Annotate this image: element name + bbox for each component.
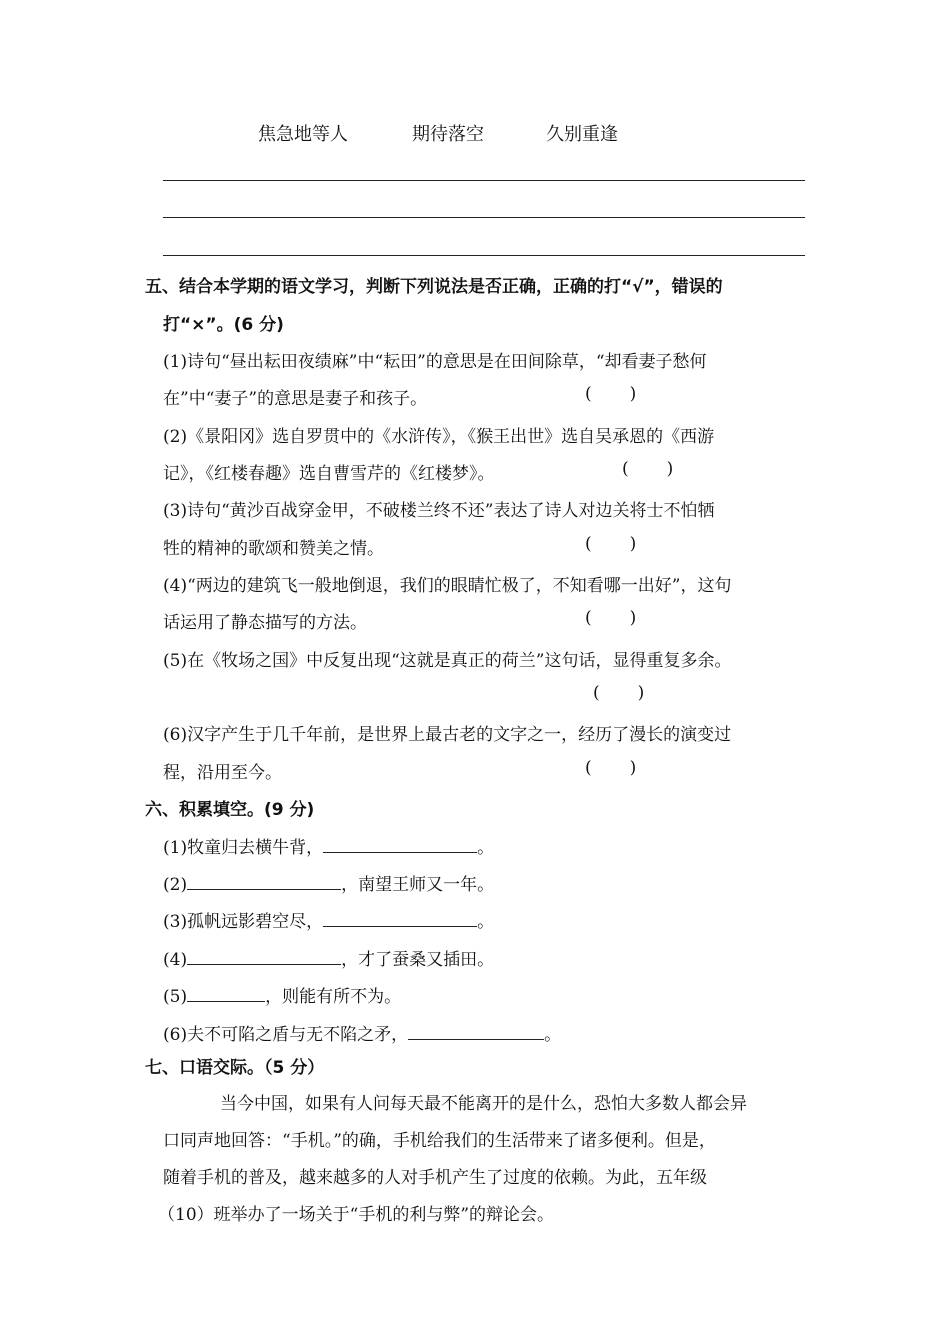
statement-4-line2: 话运用了静态描写的方法。 [163,613,367,633]
word-option: 久别重逢 [546,124,618,145]
answer-paren-3[interactable]: ( ) [585,534,637,554]
statement-5-line1: (5)在《牧场之国》中反复出现“这就是真正的荷兰”这句话，显得重复多余。 [163,651,732,671]
section5-title-line1: 五、结合本学期的语文学习，判断下列说法是否正确，正确的打“√”，错误的 [145,277,723,297]
section5-title-line2: 打“×”。(6 分) [163,315,284,335]
statement-4-line1: (4)“两边的建筑飞一般地倒退，我们的眼睛忙极了，不知看哪一出好”，这句 [163,576,732,596]
statement-6-line1: (6)汉字产生于几千年前，是世界上最古老的文字之一，经历了漫长的演变过 [163,725,732,745]
fill-blank[interactable] [408,1023,544,1040]
fill-blank[interactable] [187,985,265,1002]
statement-1-line1: (1)诗句“昼出耘田夜绩麻”中“耘田”的意思是在田间除草，“却看妻子愁何 [163,352,707,372]
section6-title: 六、积累填空。(9 分) [145,800,315,820]
answer-paren-5[interactable]: ( ) [593,683,645,703]
paragraph-line: 口同声地回答：“手机。”的确，手机给我们的生活带来了诸多便利。但是， [163,1131,716,1151]
writing-line[interactable] [163,180,805,181]
fill-blank[interactable] [323,910,477,927]
fill-blank[interactable] [323,836,477,853]
answer-paren-4[interactable]: ( ) [585,608,637,628]
fill-item-1: (1)牧童归去横牛背， 。 [163,838,495,858]
word-option: 期待落空 [412,124,484,145]
statement-6-line2: 程，沿用至今。 [163,763,282,783]
statement-1-line2: 在”中“妻子”的意思是妻子和孩子。 [163,389,428,409]
statement-3-line1: (3)诗句“黄沙百战穿金甲，不破楼兰终不还”表达了诗人对边关将士不怕牺 [163,501,715,521]
paragraph-line: 当今中国，如果有人问每天最不能离开的是什么，恐怕大多数人都会异 [220,1094,747,1114]
statement-3-line2: 牲的精神的歌颂和赞美之情。 [163,539,384,559]
fill-blank[interactable] [187,948,341,965]
fill-item-3: (3)孤帆远影碧空尽， 。 [163,912,495,932]
section7-title: 七、口语交际。（5 分） [145,1058,325,1078]
fill-item-4: (4) ，才了蚕桑又插田。 [163,950,495,970]
writing-line[interactable] [163,255,805,256]
statement-2-line1: (2)《景阳冈》选自罗贯中的《水浒传》，《猴王出世》选自吴承恩的《西游 [163,427,715,447]
answer-paren-2[interactable]: ( ) [622,459,674,479]
statement-2-line2: 记》，《红楼春趣》选自曹雪芹的《红楼梦》。 [163,464,495,484]
paragraph-line: （10）班举办了一场关于“手机的利与弊”的辩论会。 [158,1205,555,1225]
word-option: 焦急地等人 [258,124,348,145]
fill-item-2: (2) ，南望王师又一年。 [163,875,495,895]
fill-item-5: (5) ，则能有所不为。 [163,987,402,1007]
fill-item-6: (6)夫不可陷之盾与无不陷之矛， 。 [163,1025,562,1045]
answer-paren-1[interactable]: ( ) [585,384,637,404]
paragraph-line: 随着手机的普及，越来越多的人对手机产生了过度的依赖。为此，五年级 [163,1168,707,1188]
fill-blank[interactable] [187,873,341,890]
answer-paren-6[interactable]: ( ) [585,758,637,778]
writing-line[interactable] [163,217,805,218]
